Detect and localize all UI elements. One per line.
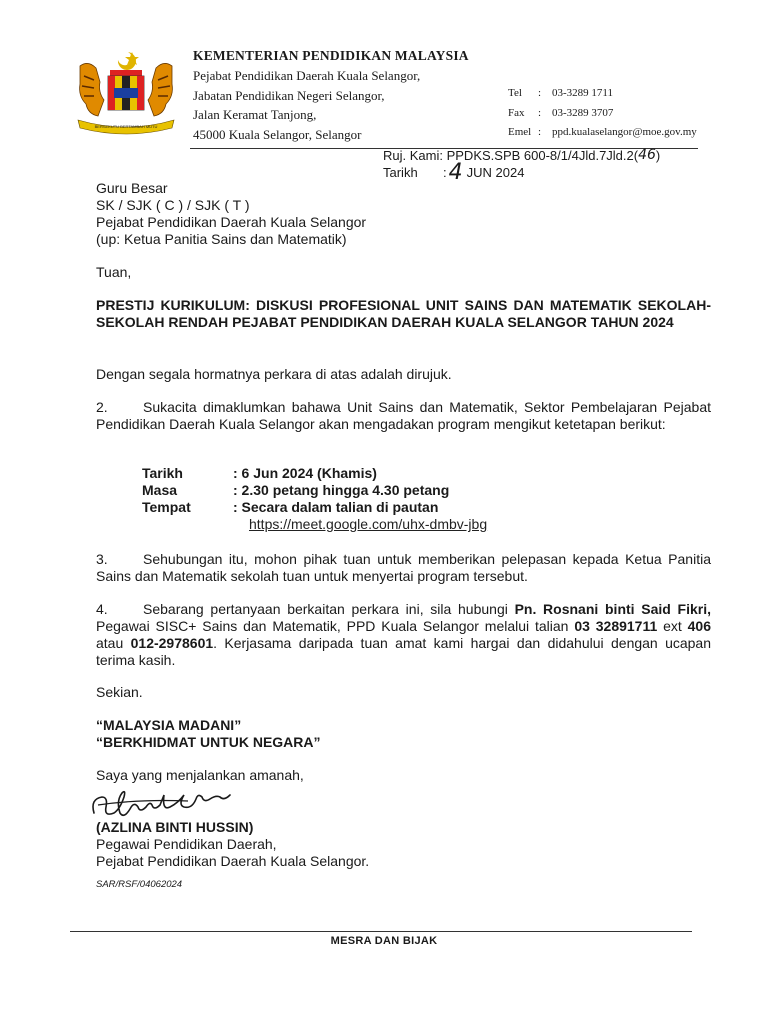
recipient-block xyxy=(96,180,711,248)
reference-block xyxy=(383,147,661,185)
office-address xyxy=(193,66,420,144)
contact-person: Pn. Rosnani binti Said Fikri, xyxy=(514,601,711,617)
signer-name: (AZLINA BINTI HUSSIN) xyxy=(96,819,254,835)
paragraph-number: 2. xyxy=(96,399,108,415)
contact-mobile: 012-2978601 xyxy=(130,635,214,651)
program-details xyxy=(142,465,488,532)
recipient-line: (up: Ketua Panitia Sains dan Matematik) xyxy=(96,231,347,247)
signer-office: Pejabat Pendidikan Daerah Kuala Selangor. xyxy=(96,853,370,869)
paragraph-4: 4. Sebarang pertanyaan berkaitan perkara ini, sila hubungi Pn. Rosnani binti Said Fikri, Pegawai SISC+ Sains dan Matematik, PPD Kuala Selangor melalui talian 03 32891711 ext 406 atau 012-2978601. Kerjasama daripada tuan amat kami hargai dan didahului dengan ucapan terima kasih. xyxy=(96,601,712,668)
salutation: Tuan, xyxy=(96,264,132,280)
handwritten-day: 4 xyxy=(448,160,463,185)
closing: Sekian. xyxy=(96,684,143,700)
motto-line: “MALAYSIA MADANI” xyxy=(96,717,242,733)
recipient-line: Pejabat Pendidikan Daerah Kuala Selangor xyxy=(96,214,367,230)
address-line: Jabatan Pendidikan Negeri Selangor, xyxy=(193,87,385,103)
contact-email: Emel : ppd.kualaselangor@moe.gov.my xyxy=(508,126,697,138)
contact-extension: 406 xyxy=(687,618,711,634)
contact-phone: 03 32891711 xyxy=(574,618,658,634)
paragraph-2: 2. Sukacita dimaklumkan bahawa Unit Sains dan Matematik, Sektor Pembelajaran Pejabat Pendidikan Daerah Kuala Selangor akan mengadakan program mengikut ketetapan berikut: xyxy=(96,399,711,432)
reference-code: SAR/RSF/04062024 xyxy=(96,879,183,890)
meeting-link[interactable]: https://meet.google.com/uhx-dmbv-jbg xyxy=(249,516,488,532)
ministry-name: KEMENTERIAN PENDIDIKAN MALAYSIA xyxy=(193,48,469,63)
letter-subject: PRESTIJ KURIKULUM: DISKUSI PROFESIONAL UNIT SAINS DAN MATEMATIK SEKOLAH-SEKOLAH RENDAH PEJABAT PENDIDIKAN DAERAH KUALA SELANGOR TAHUN 2024 xyxy=(96,297,711,330)
handwritten-ref-number: 46 xyxy=(638,147,656,163)
contact-block xyxy=(508,84,697,143)
motto-line: “BERKHIDMAT UNTUK NEGARA” xyxy=(96,734,321,750)
motto-block xyxy=(96,717,711,751)
recipient-line: SK / SJK ( C ) / SJK ( T ) xyxy=(96,197,250,213)
detail-venue: Tempat : Secara dalam talian di pautan xyxy=(142,499,439,515)
signer-block xyxy=(96,819,711,870)
contact-fax: Fax : 03-3289 3707 xyxy=(508,106,614,119)
malaysia-coat-of-arms-icon xyxy=(70,46,182,138)
letter-date: Tarikh : 4 JUN 2024 xyxy=(383,160,525,185)
address-line: Jalan Keramat Tanjong, xyxy=(193,107,317,122)
paragraph-3: 3. Sehubungan itu, mohon pihak tuan untuk memberikan pelepasan kepada Ketua Panitia Sains dan Matematik sekolah tuan untuk menyertai program tersebut. xyxy=(96,551,711,584)
paragraph-1: Dengan segala hormatnya perkara di atas adalah dirujuk. xyxy=(96,366,452,382)
contact-tel: Tel : 03-3289 1711 xyxy=(508,87,614,99)
recipient-line: Guru Besar xyxy=(96,180,168,196)
footer-divider xyxy=(70,931,692,932)
address-line: 45000 Kuala Selangor, Selangor xyxy=(193,126,362,142)
trust-phrase: Saya yang menjalankan amanah, xyxy=(96,767,304,783)
detail-time: Masa : 2.30 petang hingga 4.30 petang xyxy=(142,482,450,498)
paragraph-number: 4. xyxy=(96,601,108,617)
signer-title: Pegawai Pendidikan Daerah, xyxy=(96,836,277,852)
footer-slogan: MESRA DAN BIJAK xyxy=(330,935,438,947)
detail-date: Tarikh : 6 Jun 2024 (Khamis) xyxy=(142,465,377,481)
address-line: Pejabat Pendidikan Daerah Kuala Selangor, xyxy=(193,68,421,83)
paragraph-number: 3. xyxy=(96,551,108,567)
reference-number: Ruj. Kami: PPDKS.SPB 600-8/1/4Jld.7Jld.2( 46 ) xyxy=(383,147,661,163)
crest-motto: BERSEKUTU BERTAMBAH MUTU xyxy=(94,124,158,129)
